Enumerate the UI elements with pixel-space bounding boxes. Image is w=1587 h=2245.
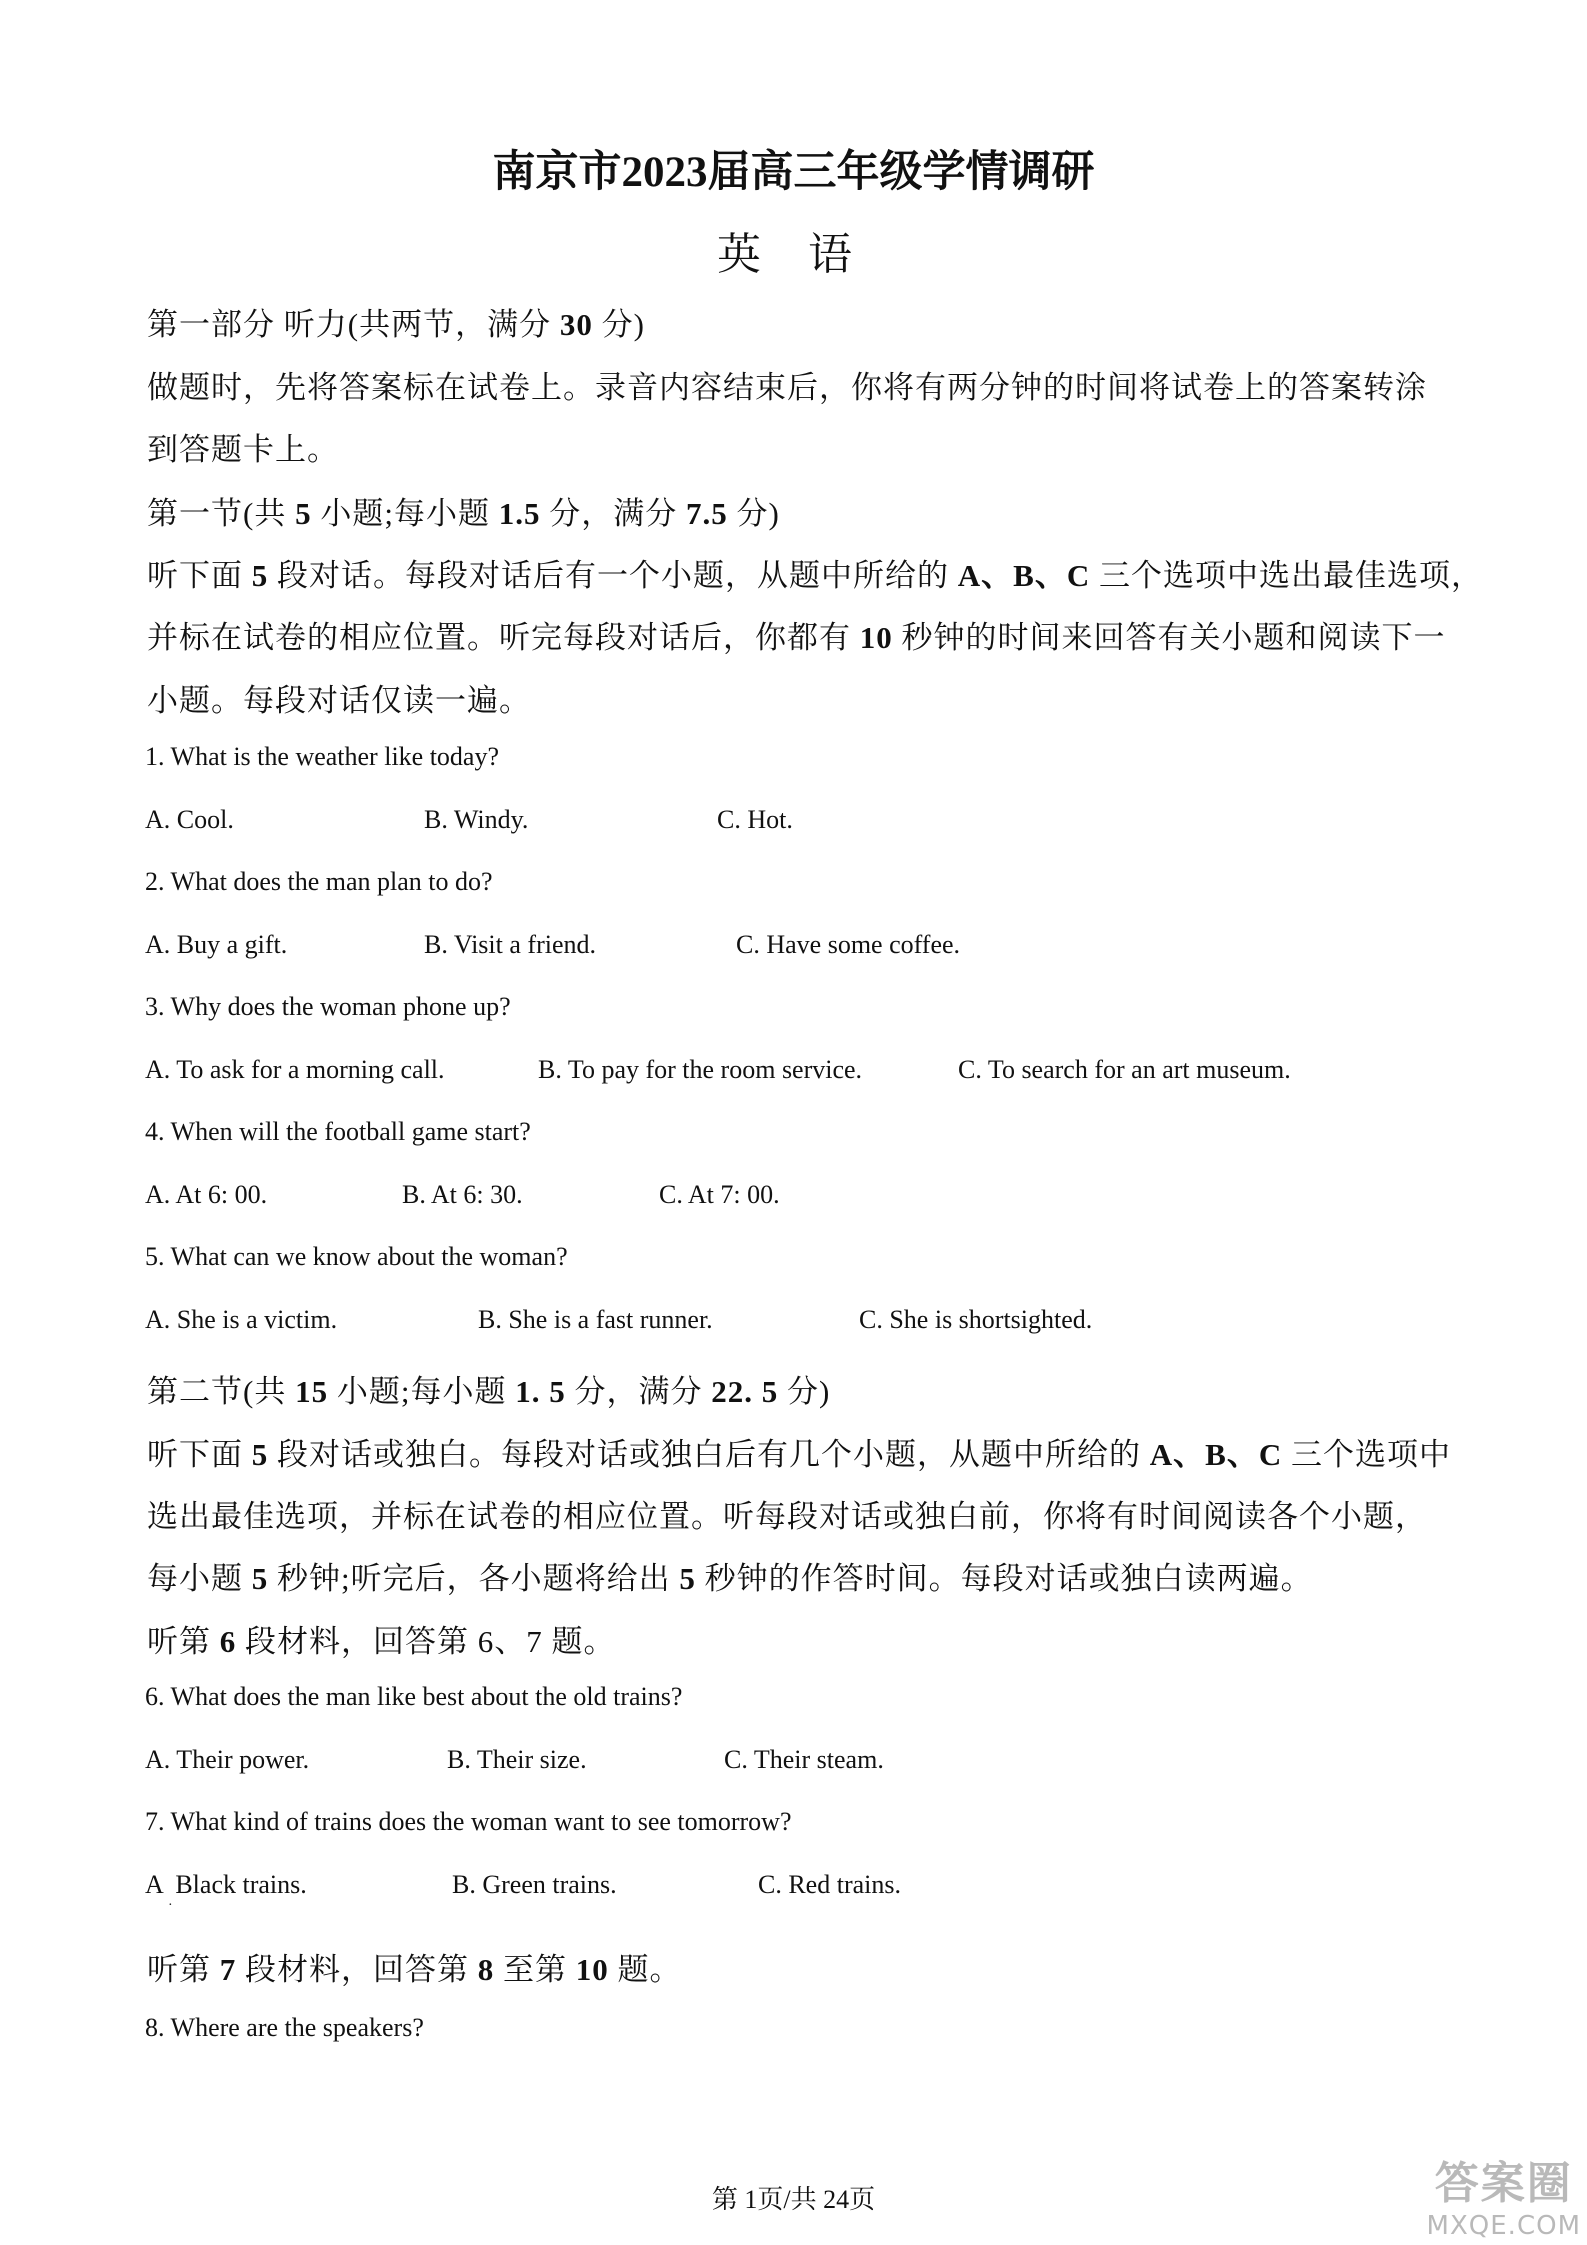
q4-option-a: A. At 6: 00. [145,1180,268,1209]
section1-instruction-line3: 小题。每段对话仅读一遍。 [147,683,531,718]
q7-option-a: A Black trains. [145,1870,307,1899]
q5-option-a: A. She is a victim. [145,1305,338,1334]
q6-option-a: A. Their power. [145,1745,310,1774]
q7-option-c: C. Red trains. [758,1870,901,1899]
part1-instruction-line2: 到答题卡上。 [147,432,339,467]
section2-instruction-line3: 每小题 5 秒钟;听完后，各小题将给出 5 秒钟的作答时间。每段对话或独白读两遍。 [147,1561,1313,1596]
question-2: 2. What does the man plan to do? [145,867,493,896]
question-3: 3. Why does the woman phone up? [145,992,511,1021]
part1-instruction-line1: 做题时，先将答案标在试卷上。录音内容结束后，你将有两分钟的时间将试卷上的答案转涂 [147,370,1427,405]
question-4: 4. When will the football game start? [145,1117,531,1146]
section1-heading: 第一节(共 5 小题;每小题 1.5 分，满分 7.5 分) [147,496,780,531]
question-8: 8. Where are the speakers? [145,2013,424,2042]
material-7-heading: 听第 7 段材料，回答第 8 至第 10 题。 [147,1952,682,1987]
q6-option-b: B. Their size. [447,1745,587,1774]
question-5: 5. What can we know about the woman? [145,1242,568,1271]
section2-instruction-line2: 选出最佳选项，并标在试卷的相应位置。听每段对话或独白前，你将有时间阅读各个小题， [147,1499,1427,1534]
q3-option-b: B. To pay for the room service. [538,1055,863,1084]
q4-option-c: C. At 7: 00. [659,1180,780,1209]
material-6-heading: 听第 6 段材料，回答第 6、7 题。 [147,1624,616,1659]
question-1: 1. What is the weather like today? [145,742,500,771]
section1-instruction-line1: 听下面 5 段对话。每段对话后有一个小题，从题中所给的 A、B、C 三个选项中选出最佳选项， [147,558,1483,593]
q2-option-b: B. Visit a friend. [424,930,596,959]
q4-option-b: B. At 6: 30. [402,1180,523,1209]
watermark-logo: 答案圈 [1434,2158,1573,2209]
q6-option-c: C. Their steam. [724,1745,884,1774]
q3-option-c: C. To search for an art museum. [958,1055,1291,1084]
q1-option-b: B. Windy. [424,805,529,834]
question-6: 6. What does the man like best about the old trains? [145,1682,683,1711]
watermark-site: MXQE.COM [1426,2211,1581,2241]
stray-mark: · [168,1898,173,1913]
subject-title: 英 语 [717,230,870,279]
q7-option-b: B. Green trains. [452,1870,617,1899]
section2-heading: 第二节(共 15 小题;每小题 1. 5 分，满分 22. 5 分) [147,1374,831,1409]
section2-instruction-line1: 听下面 5 段对话或独白。每段对话或独白后有几个小题，从题中所给的 A、B、C 三个选项中 [147,1437,1451,1472]
watermark [1427,2147,1581,2241]
q3-option-a: A. To ask for a morning call. [145,1055,445,1084]
q5-option-c: C. She is shortsighted. [859,1305,1093,1334]
q2-option-a: A. Buy a gift. [145,930,288,959]
q5-option-b: B. She is a fast runner. [478,1305,713,1334]
section1-instruction-line2: 并标在试卷的相应位置。听完每段对话后，你都有 10 秒钟的时间来回答有关小题和阅读下一 [147,620,1446,655]
page-footer: 第 1页/共 24页 [711,2185,876,2214]
q1-option-c: C. Hot. [717,805,793,834]
question-7: 7. What kind of trains does the woman want to see tomorrow? [145,1807,792,1836]
q2-option-c: C. Have some coffee. [736,930,961,959]
page-title: 南京市2023届高三年级学情调研 [492,149,1095,196]
q1-option-a: A. Cool. [145,805,234,834]
part1-heading: 第一部分 听力(共两节，满分 30 分) [147,307,645,342]
